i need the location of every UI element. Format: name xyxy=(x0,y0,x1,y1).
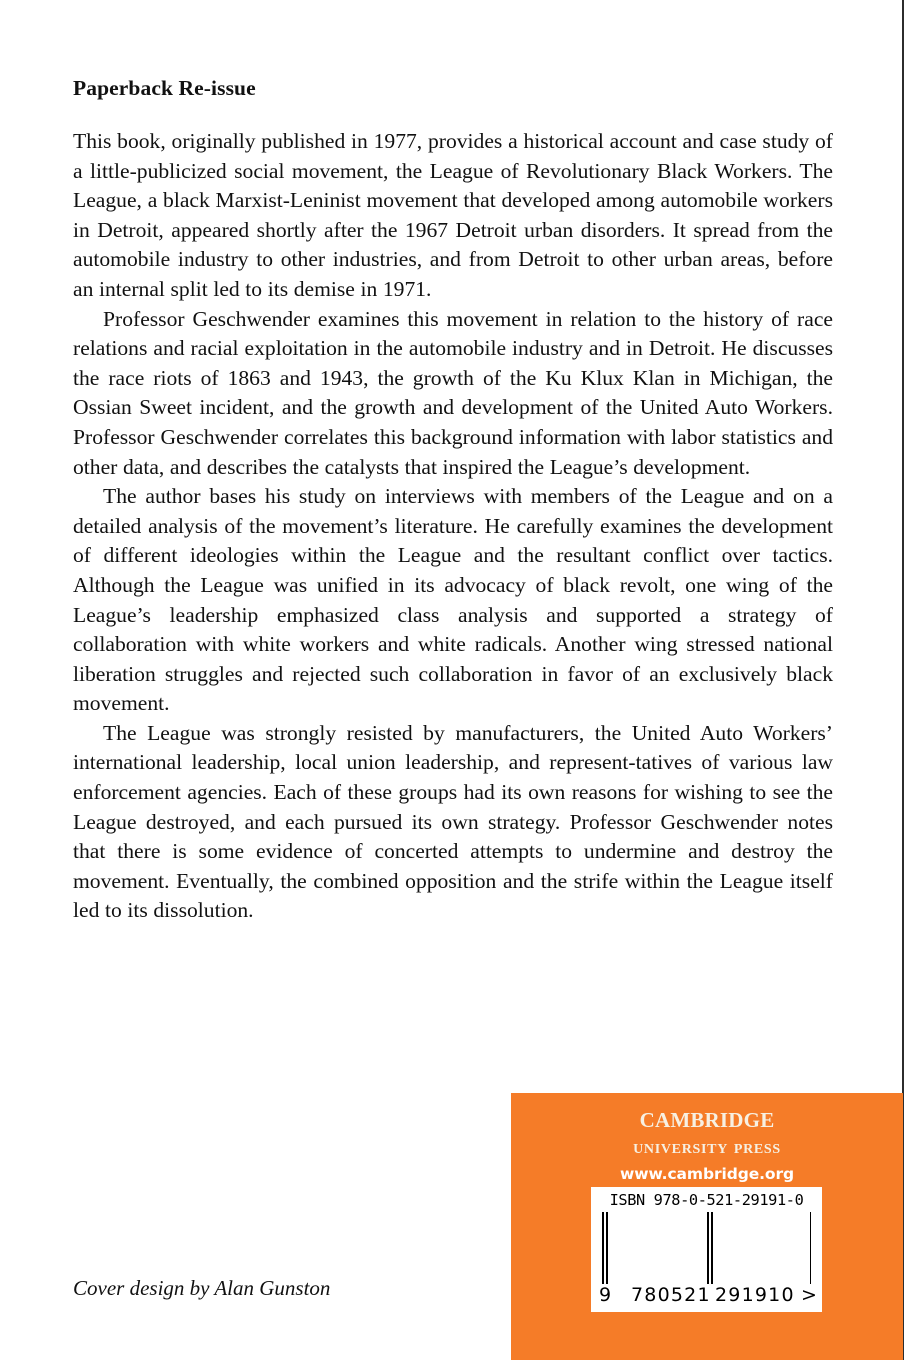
ean13-barcode-digits xyxy=(597,1284,819,1310)
barcode-right-group: 291910 xyxy=(715,1284,795,1306)
blurb-text-block xyxy=(73,74,833,926)
blurb-heading: Paperback Re-issue xyxy=(73,76,256,100)
cambridge-university-press-logo xyxy=(511,1101,903,1184)
blurb-paragraph-2: Professor Geschwender examines this movement in relation to the history of race relations and racial exploitation in the automobile industry and in Detroit. He discusses the race riots of 1863 and 1943, the growth of the Ku Klux Klan in Michigan, the Ossian Sweet incident, and the growth and development of the United Auto Workers. Professor Geschwender correlates this background information with labor statistics and other data, and describes the catalysts that inspired the League’s development. xyxy=(73,306,833,479)
ean13-barcode-bars xyxy=(602,1212,811,1284)
publisher-panel xyxy=(511,1093,903,1360)
barcode-lead-digit: 9 xyxy=(599,1284,613,1306)
cover-design-credit: Cover design by Alan Gunston xyxy=(73,1276,331,1300)
publisher-website-url: www.cambridge.org xyxy=(620,1165,794,1183)
isbn-barcode-card xyxy=(591,1187,822,1312)
barcode-left-group: 780521 xyxy=(631,1284,711,1306)
isbn-number-label: ISBN 978-0-521-29191-0 xyxy=(609,1191,804,1209)
blurb-paragraph-1: This book, originally published in 1977, provides a historical account and case study of a little-publicized social movement, the League of Revolutionary Black Workers. The League, a black Marxist-Leninist movement that developed among automobile workers in Detroit, appeared shortly after the 1967 Detroit urban disorders. It spread from the automobile industry to other industries, and from Detroit to other urban areas, before an internal split led to its demise in 1971. xyxy=(73,129,833,301)
barcode-trailing-symbol: > xyxy=(801,1284,819,1306)
logo-wordmark-cambridge: cambridge xyxy=(639,1101,775,1134)
blurb-paragraph-3: The author bases his study on interviews with members of the League and on a detailed analysis of the movement’s literature. He carefully examines the development of different ideologies within the League and the resultant conflict over tactics. Although the League was unified in its advocacy of black revolt, one wing of the League’s leadership emphasized class analysis and supported a strategy of collaboration with white workers and white radicals. Another wing stressed national liberation struggles and rejected such collaboration in favor of an exclusively black movement. xyxy=(73,484,833,716)
logo-wordmark-university-press: university press xyxy=(633,1136,781,1158)
blurb-paragraph-4: The League was strongly resisted by manufacturers, the United Auto Workers’ international leadership, local union leadership, and represent-tatives of various law enforcement agencies. Each of these groups had its own reasons for wishing to see the League destroyed, and each pursued its own strategy. Professor Geschwender notes that there is some evidence of concerted attempts to undermine and destroy the movement. Eventually, the combined opposition and the strife within the League itself led to its dissolution. xyxy=(73,720,833,923)
